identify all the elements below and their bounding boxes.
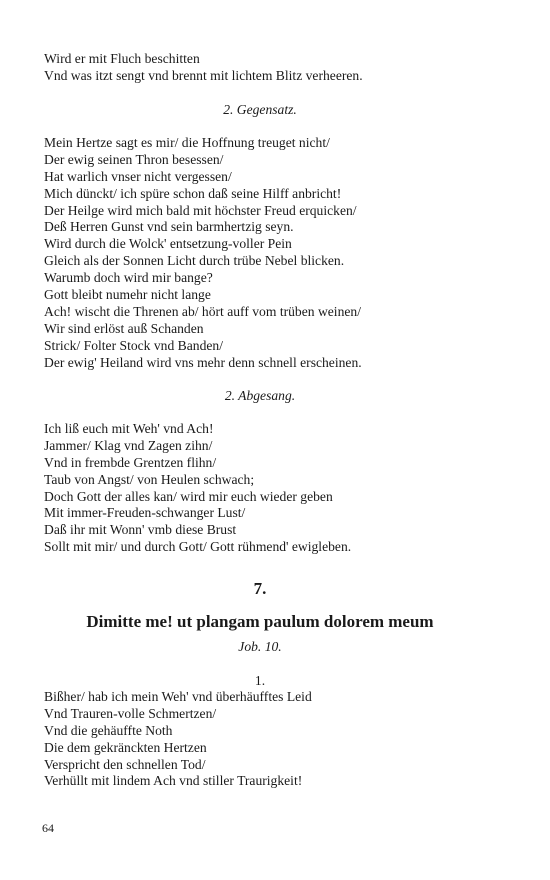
verse-line: Mit immer-Freuden-schwanger Lust/ — [44, 505, 246, 521]
verse-line: Wird er mit Fluch beschitten — [44, 51, 200, 66]
verse-line: Verspricht den schnellen Tod/ — [44, 756, 206, 772]
verse-line: Wir sind erlöst auß Schanden — [44, 320, 204, 336]
verse-line: Ich liß euch mit Weh' vnd Ach! — [44, 421, 214, 436]
stanza-poem7-1 — [44, 689, 514, 790]
stanza-number: 1. — [254, 673, 266, 688]
verse-line: Vnd die gehäuffte Noth — [44, 722, 173, 738]
stanza-continuation — [44, 51, 514, 85]
verse-line: Der Heilge wird mich bald mit höchster Freud erquicken/ — [44, 202, 357, 218]
stanza-abgesang — [44, 421, 514, 556]
verse-line: Daß ihr mit Wonn' vmb diese Brust — [44, 522, 237, 538]
verse-line: Ach! wischt die Threnen ab/ hört auff vom trüben weinen/ — [44, 303, 361, 319]
verse-line: Vnd in frembde Grentzen flihn/ — [44, 454, 217, 470]
poem-number: 7. — [253, 579, 267, 598]
verse-line: Mich dünckt/ ich spüre schon daß seine Hilff anbricht! — [44, 185, 342, 201]
stanza-gegensatz — [44, 135, 514, 371]
verse-line: Sollt mit mir/ und durch Gott/ Gott rühmend' ewigleben. — [44, 539, 352, 555]
verse-line: Taub von Angst/ von Heulen schwach; — [44, 471, 255, 487]
verse-line: Wird durch die Wolck' entsetzung-voller Pein — [44, 236, 292, 252]
verse-line: Bißher/ hab ich mein Weh' vnd überhäufftes Leid — [44, 689, 312, 704]
bible-reference: Job. 10. — [238, 639, 282, 654]
verse-line: Jammer/ Klag vnd Zagen zihn/ — [44, 437, 213, 453]
verse-line: Gleich als der Sonnen Licht durch trübe Nebel blicken. — [44, 253, 345, 269]
verse-line: Deß Herren Gunst vnd sein barmhertzig seyn. — [44, 219, 294, 235]
section-heading-gegensatz: 2. Gegensatz. — [223, 102, 297, 117]
verse-line: Vnd Trauren-volle Schmertzen/ — [44, 705, 217, 721]
verse-line: Mein Hertze sagt es mir/ die Hoffnung treuget nicht/ — [44, 135, 330, 150]
verse-line: Warumb doch wird mir bange? — [44, 270, 213, 286]
verse-line: Gott bleibt numehr nicht lange — [44, 287, 211, 303]
verse-line: Strick/ Folter Stock vnd Banden/ — [44, 337, 223, 353]
section-heading-abgesang: 2. Abgesang. — [224, 388, 296, 403]
verse-line: Vnd was itzt sengt vnd brennt mit lichtem Blitz verheeren. — [44, 67, 363, 83]
poem-title: Dimitte me! ut plangam paulum dolorem meum — [86, 612, 434, 631]
verse-line: Der ewig' Heiland wird vns mehr denn schnell erscheinen. — [44, 354, 362, 370]
verse-line: Doch Gott der alles kan/ wird mir euch wieder geben — [44, 488, 333, 504]
verse-line: Hat warlich vnser nicht vergessen/ — [44, 168, 232, 184]
verse-line: Verhüllt mit lindem Ach vnd stiller Traurigkeit! — [44, 773, 303, 789]
verse-line: Die dem gekränckten Hertzen — [44, 739, 207, 755]
page-number: 64 — [42, 821, 54, 835]
verse-line: Der ewig seinen Thron besessen/ — [44, 151, 224, 167]
